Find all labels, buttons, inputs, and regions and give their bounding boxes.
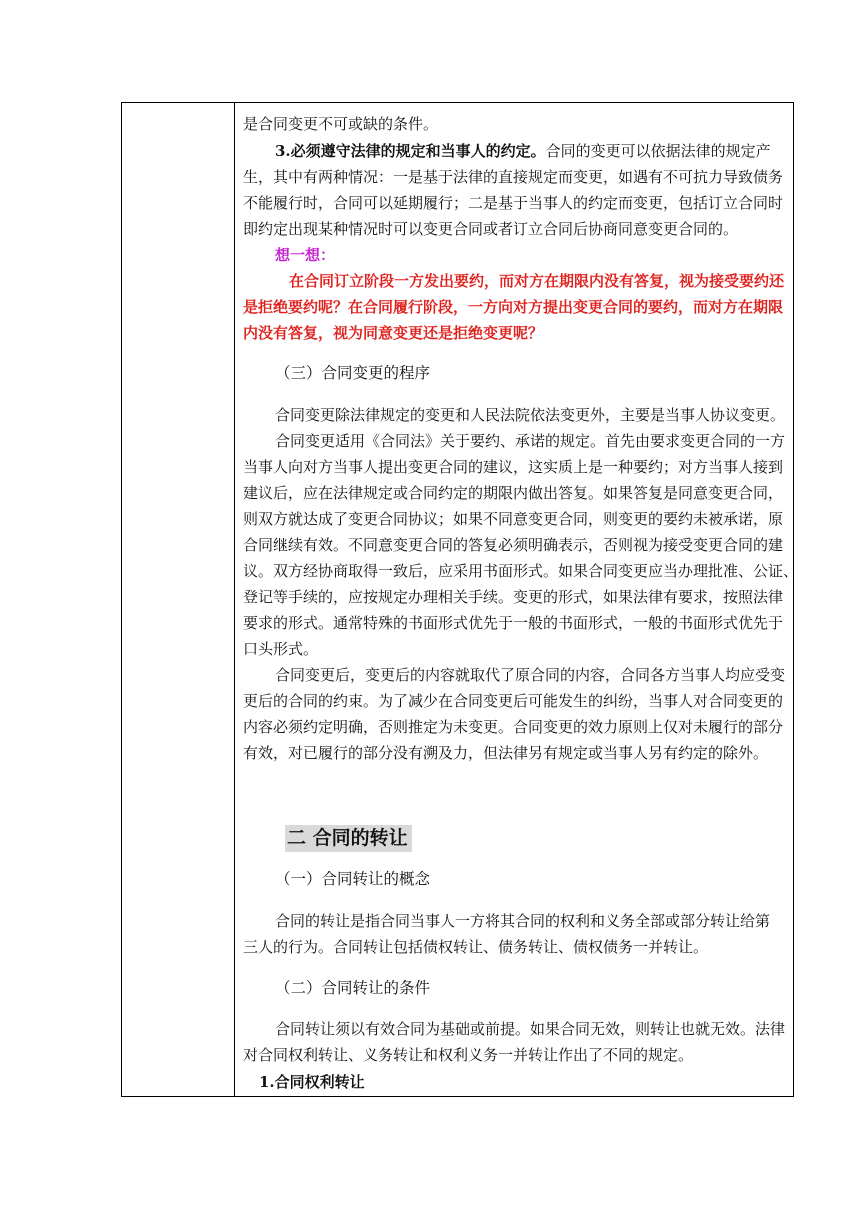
sub3-para2-line: 口头形式。 xyxy=(243,640,319,658)
section-2-title: 二 合同的转让 xyxy=(287,827,408,849)
left-column-cell xyxy=(122,103,235,1096)
s2-sub2-heading: （二）合同转让的条件 xyxy=(275,979,431,997)
s2-sub2-para-line: 对合同权利转让、义务转让和权利义务一并转让作出了不同的规定。 xyxy=(243,1046,694,1064)
point-3-lead: 3.必须遵守法律的规定和当事人的约定。 xyxy=(275,142,546,160)
point-3-line-1 xyxy=(275,142,771,161)
sub3-para1: 合同变更除法律规定的变更和人民法院依法变更外，主要是当事人协议变更。 xyxy=(275,406,786,424)
sub3-para3-line: 合同变更后，变更后的内容就取代了原合同的内容，合同各方当事人均应受变 xyxy=(275,666,786,684)
sub3-para3-line: 更后的合同的约束。为了减少在合同变更后可能发生的纠纷，当事人对合同变更的 xyxy=(243,692,784,710)
s2-item-1: 1.合同权利转让 xyxy=(259,1073,365,1091)
point-3-line-2: 生，其中有两种情况：一是基于法律的直接规定而变更，如遇有不可抗力导致债务 xyxy=(243,168,784,186)
sub3-heading: （三）合同变更的程序 xyxy=(275,364,431,382)
s2-sub2-para-line: 合同转让须以有效合同为基础或前提。如果合同无效，则转让也就无效。法律 xyxy=(275,1020,786,1038)
sub3-para2-line: 则双方就达成了变更合同协议；如果不同意变更合同，则变更的要约未被承诺，原 xyxy=(243,510,784,528)
sub3-para2-line: 合同变更适用《合同法》关于要约、承诺的规定。首先由要求变更合同的一方 xyxy=(275,432,786,450)
content-cell xyxy=(235,103,799,1096)
sub3-para3-line: 有效，对已履行的部分没有溯及力，但法律另有规定或当事人另有约定的除外。 xyxy=(243,744,769,762)
point-3-rest: 合同的变更可以依据法律的规定产 xyxy=(545,142,771,160)
think-label: 想一想： xyxy=(275,246,336,264)
think-line-2: 是拒绝要约呢？在合同履行阶段，一方向对方提出变更合同的要约，而对方在期限 xyxy=(243,298,784,316)
sub3-para2-line: 合同继续有效。不同意变更合同的答复必须明确表示，否则视为接受变更合同的建 xyxy=(243,536,784,554)
sub3-para2-line: 登记等手续的，应按规定办理相关手续。变更的形式，如果法律有要求，按照法律 xyxy=(243,588,784,606)
think-line-1: 在合同订立阶段一方发出要约，而对方在期限内没有答复，视为接受要约还 xyxy=(289,272,785,290)
sub3-para2-line: 要求的形式。通常特殊的书面形式优先于一般的书面形式，一般的书面形式优先于 xyxy=(243,614,784,632)
paragraph-line: 是合同变更不可或缺的条件。 xyxy=(243,115,439,133)
think-line-3: 内没有答复，视为同意变更还是拒绝变更呢？ xyxy=(243,324,544,342)
point-3-line-4: 即约定出现某种情况时可以变更合同或者订立合同后协商同意变更合同的。 xyxy=(243,220,739,238)
s2-sub1-para-line: 三人的行为。合同转让包括债权转让、债务转让、债权债务一并转让。 xyxy=(243,938,709,956)
point-3-line-3: 不能履行时，合同可以延期履行；二是基于当事人的约定而变更，包括订立合同时 xyxy=(243,194,784,212)
sub3-para2-line: 当事人向对方当事人提出变更合同的建议，这实质上是一种要约；对方当事人接到 xyxy=(243,458,784,476)
s2-sub1-heading: （一）合同转让的概念 xyxy=(275,870,431,888)
sub3-para3-line: 内容必须约定明确，否则推定为未变更。合同变更的效力原则上仅对未履行的部分 xyxy=(243,718,784,736)
sub3-para2-line: 议。双方经协商取得一致后，应采用书面形式。如果合同变更应当办理批准、公证、 xyxy=(243,562,799,580)
sub3-para2-line: 建议后，应在法律规定或合同约定的期限内做出答复。如果答复是同意变更合同， xyxy=(243,484,784,502)
document-table xyxy=(121,102,799,1097)
s2-sub1-para-line: 合同的转让是指合同当事人一方将其合同的权利和义务全部或部分转让给第 xyxy=(275,912,771,930)
